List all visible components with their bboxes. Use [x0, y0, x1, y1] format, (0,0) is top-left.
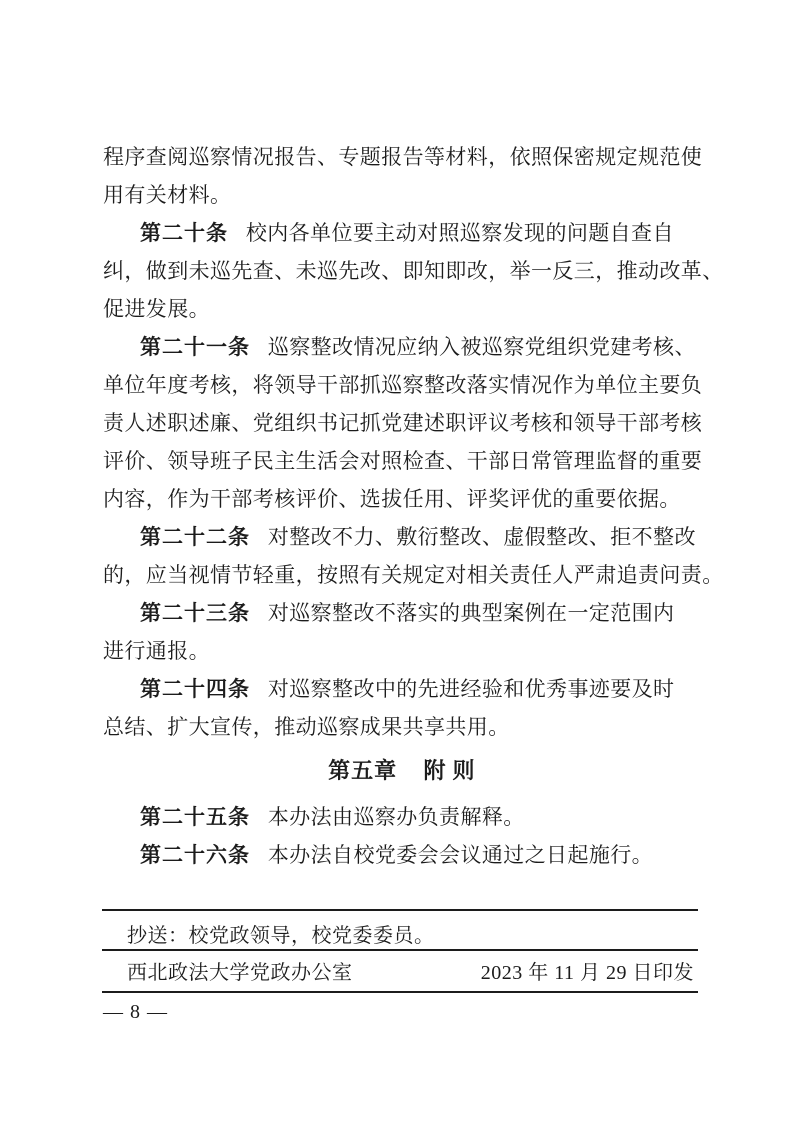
body-line — [103, 176, 700, 214]
body-text: 总结、扩大宣传，推动巡察成果共享共用。 — [103, 715, 510, 739]
body-text: 对整改不力、敷衍整改、虚假整改、拒不整改 — [267, 525, 696, 549]
body-line — [103, 556, 724, 594]
body-line — [103, 404, 703, 442]
body-text: 巡察整改情况应纳入被巡察党组织党建考核、 — [267, 335, 696, 359]
footer-rule-middle — [102, 949, 698, 951]
body-text: 的，应当视情节轻重，按照有关规定对相关责任人严肃追责问责。 — [103, 563, 724, 587]
body-text: 评价、领导班子民主生活会对照检查、干部日常管理监督的重要 — [103, 449, 703, 473]
body-text: 纠，做到未巡先查、未巡先改、即知即改，举一反三，推动改革、 — [103, 259, 724, 283]
body-line — [103, 442, 703, 480]
cc-distribution-line: 抄送：校党政领导，校党委委员。 — [127, 925, 435, 947]
body-text: 程序查阅巡察情况报告、专题报告等材料，依照保密规定规范使 — [103, 145, 703, 169]
chapter-title: 附 则 — [423, 758, 475, 783]
issuer-row — [127, 960, 694, 986]
body-line — [103, 480, 700, 518]
body-line — [103, 632, 700, 670]
footer-rule-top — [102, 909, 698, 911]
article-number: 第二十六条 — [140, 844, 250, 867]
body-text: 用有关材料。 — [103, 183, 232, 207]
body-line — [103, 836, 700, 874]
body-text: 内容，作为干部考核评价、选拔任用、评奖评优的重要依据。 — [103, 487, 681, 511]
article-number: 第二十条 — [140, 222, 228, 245]
body-line — [103, 798, 700, 836]
body-text: 校内各单位要主动对照巡察发现的问题自查自 — [245, 221, 674, 245]
body-line — [103, 670, 700, 708]
body-text: 责人述职述廉、党组织书记抓党建述职评议考核和领导干部考核 — [103, 411, 703, 435]
body-line — [103, 214, 700, 252]
chapter-number: 第五章 — [328, 758, 398, 783]
body-text: 促进发展。 — [103, 297, 210, 321]
body-text: 对巡察整改中的先进经验和优秀事迹要及时 — [267, 677, 675, 701]
body-text: 单位年度考核，将领导干部抓巡察整改落实情况作为单位主要负 — [103, 373, 703, 397]
footer-rule-bottom — [102, 991, 698, 993]
article-number: 第二十五条 — [140, 806, 250, 829]
body-text: 本办法自校党委会会议通过之日起施行。 — [267, 843, 654, 867]
body-line — [103, 328, 700, 366]
article-number: 第二十二条 — [140, 526, 250, 549]
body-line — [103, 594, 700, 632]
print-date: 2023 年 11 月 29 日印发 — [480, 962, 694, 984]
body-line — [103, 366, 703, 404]
body-line — [103, 252, 724, 290]
article-number: 第二十一条 — [140, 336, 250, 359]
body-text: 对巡察整改不落实的典型案例在一定范围内 — [267, 601, 675, 625]
chapter-heading — [103, 752, 700, 790]
body-line — [103, 290, 700, 328]
body-line — [103, 708, 700, 746]
body-text: 本办法由巡察办负责解释。 — [267, 805, 525, 829]
article-number: 第二十四条 — [140, 678, 250, 701]
body-line — [103, 138, 703, 176]
body-line — [103, 518, 700, 556]
page-number: — 8 — — [103, 1001, 168, 1023]
document-body — [103, 138, 724, 874]
body-text: 进行通报。 — [103, 639, 210, 663]
article-number: 第二十三条 — [140, 602, 250, 625]
issuing-office: 西北政法大学党政办公室 — [127, 962, 353, 984]
